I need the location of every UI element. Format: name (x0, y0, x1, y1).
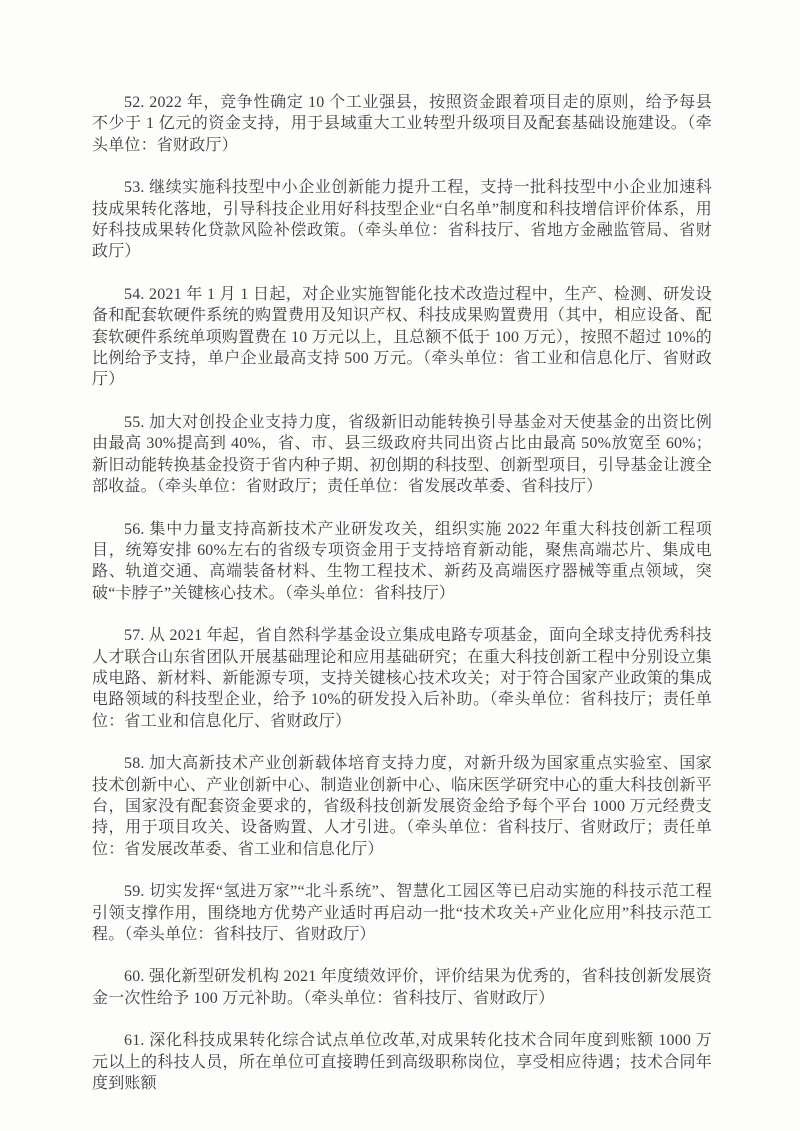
paragraph-53: 53. 继续实施科技型中小企业创新能力提升工程，支持一批科技型中小企业加速科技成果转化落地，引导科技企业用好科技型企业“白名单”制度和科技增信评价体系，用好科技成果转化贷款风险补偿政策。（牵头单位：省科技厅、省地方金融监管局、省财政厅） (92, 179, 712, 261)
paragraph-61: 61. 深化科技成果转化综合试点单位改革,对成果转化技术合同年度到账额 1000 万元以上的科技人员，所在单位可直接聘任到高级职称岗位，享受相应待遇；技术合同年度到账额 (92, 1032, 712, 1093)
paragraph-56: 56. 集中力量支持高新技术产业研发攻关，组织实施 2022 年重大科技创新工程项目，统筹安排 60%左右的省级专项资金用于支持培育新动能，聚焦高端芯片、集成电路、轨道交通、高端装备材料、生物工程技术、新药及高端医疗器械等重点领域，突破“卡脖子”关键核心技术。（牵头单位：省科技厅） (92, 520, 712, 602)
paragraph-57: 57. 从 2021 年起，省自然科学基金设立集成电路专项基金，面向全球支持优秀科技人才联合山东省团队开展基础理论和应用基础研究；在重大科技创新工程中分别设立集成电路、新材料、新能源专项，支持关键核心技术攻关；对于符合国家产业政策的集成电路领域的科技型企业，给予 10%的研发投入后补助。（牵头单位：省科技厅；责任单位：省工业和信息化厅、省财政厅） (92, 627, 712, 730)
paragraph-54: 54. 2021 年 1 月 1 日起，对企业实施智能化技术改造过程中，生产、检测、研发设备和配套软硬件系统的购置费用及知识产权、科技成果购置费用（其中，相应设备、配套软硬件系统单项购置费在 10 万元以上，且总额不低于 100 万元），按照不超过 10%的比例给予支持，单户企业最高支持 500 万元。（牵头单位：省工业和信息化厅、省财政厅） (92, 285, 712, 389)
paragraph-52: 52. 2022 年，竞争性确定 10 个工业强县，按照资金跟着项目走的原则，给予每县不少于 1 亿元的资金支持，用于县域重大工业转型升级项目及配套基础设施建设。（牵头单位：省财政厅） (92, 94, 712, 154)
document-body (92, 92, 712, 1094)
paragraph-58: 58. 加大高新技术产业创新载体培育支持力度，对新升级为国家重点实验室、国家技术创新中心、产业创新中心、制造业创新中心、临床医学研究中心的重大科技创新平台，国家没有配套资金要求的，省级科技创新发展资金给予每个平台 1000 万元经费支持，用于项目攻关、设备购置、人才引进。（牵头单位：省科技厅、省财政厅；责任单位：省发展改革委、省工业和信息化厅） (92, 755, 712, 858)
paragraph-60: 60. 强化新型研发机构 2021 年度绩效评价，评价结果为优秀的，省科技创新发展资金一次性给予 100 万元补助。（牵头单位：省科技厅、省财政厅） (92, 968, 712, 1007)
paragraph-59: 59. 切实发挥“氢进万家”“北斗系统”、智慧化工园区等已启动实施的科技示范工程引领支撑作用，围绕地方优势产业适时再启动一批“技术攻关+产业化应用”科技示范工程。（牵头单位：省科技厅、省财政厅） (92, 883, 712, 943)
paragraph-55: 55. 加大对创投企业支持力度，省级新旧动能转换引导基金对天使基金的出资比例由最高 30%提高到 40%，省、市、县三级政府共同出资占比由最高 50%放宽至 60%；新旧动能转换基金投资于省内种子期、初创期的科技型、创新型项目，引导基金让渡全部收益。（牵头单位：省财政厅；责任单位：省发展改革委、省科技厅） (92, 413, 712, 496)
